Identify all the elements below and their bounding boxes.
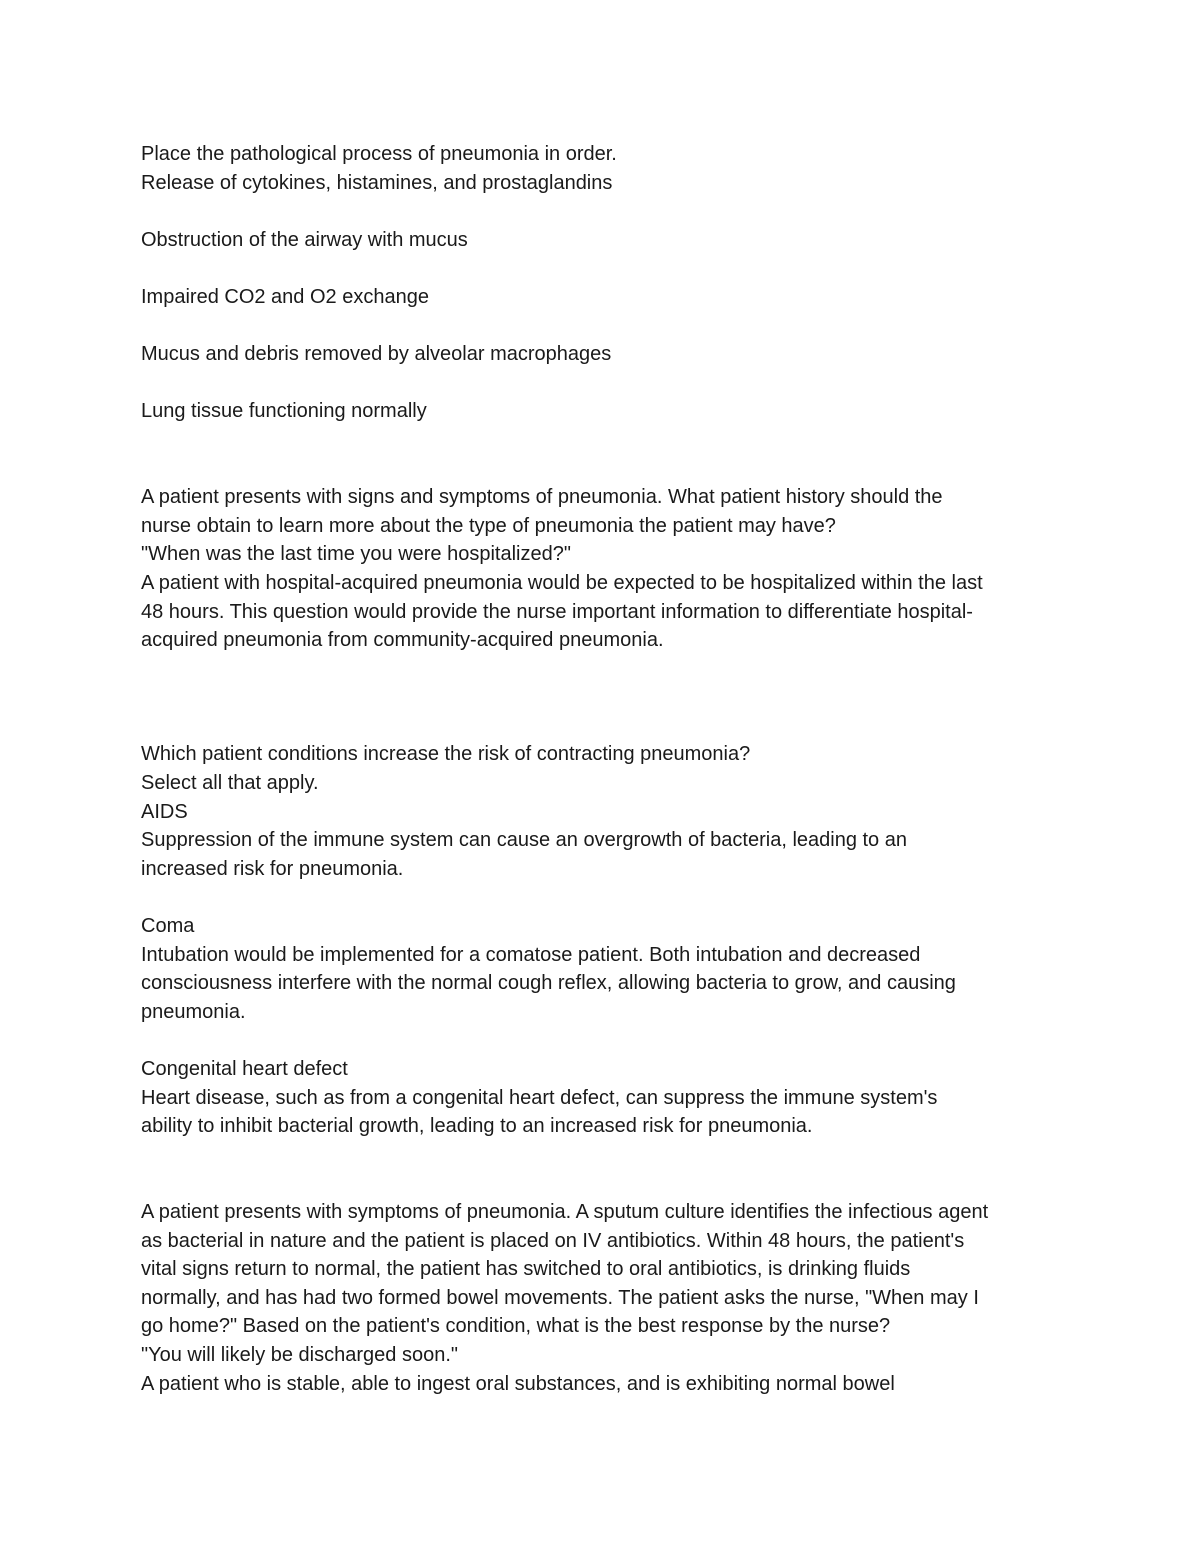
question-3-text-line-1: Which patient conditions increase the risk of contracting pneumonia? — [141, 743, 751, 766]
step-5: Lung tissue functioning normally — [141, 400, 427, 423]
answer-coma-rationale-line-3: pneumonia. — [141, 1000, 246, 1023]
question-2-answer: "When was the last time you were hospitalized?" — [141, 543, 571, 566]
question-4-rationale-line-1: A patient who is stable, able to ingest oral substances, and is exhibiting normal bowel — [141, 1372, 895, 1395]
question-4-text-line-5: go home?" Based on the patient's condition, what is the best response by the nurse? — [141, 1315, 891, 1338]
question-4-answer: "You will likely be discharged soon." — [141, 1343, 458, 1366]
step-4: Mucus and debris removed by alveolar macrophages — [141, 343, 612, 366]
answer-congenital-heart-defect-rationale-line-1: Heart disease, such as from a congenital heart defect, can suppress the immune system's — [141, 1086, 938, 1109]
question-2-rationale-line-2: 48 hours. This question would provide the nurse important information to differentiate hospital- — [141, 600, 973, 623]
step-2: Obstruction of the airway with mucus — [141, 228, 468, 251]
answer-aids-rationale-line-2: increased risk for pneumonia. — [141, 857, 404, 880]
answer-coma-rationale-line-2: consciousness interfere with the normal cough reflex, allowing bacteria to grow, and causing — [141, 972, 956, 995]
question-2 — [141, 483, 1071, 655]
question-2-text-line-2: nurse obtain to learn more about the type of pneumonia the patient may have? — [141, 514, 836, 537]
question-2-text-line-1: A patient presents with signs and symptoms of pneumonia. What patient history should the — [141, 486, 943, 509]
answer-aids-label: AIDS — [141, 800, 188, 823]
question-1 — [141, 140, 1071, 426]
answer-coma-rationale-line-1: Intubation would be implemented for a comatose patient. Both intubation and decreased — [141, 943, 921, 966]
answer-congenital-heart-defect-rationale-line-2: ability to inhibit bacterial growth, leading to an increased risk for pneumonia. — [141, 1115, 813, 1138]
step-3: Impaired CO2 and O2 exchange — [141, 285, 429, 308]
document-body — [141, 140, 1071, 1398]
question-3 — [141, 740, 1071, 1140]
question-1-text: Place the pathological process of pneumonia in order. — [141, 143, 617, 165]
answer-aids-rationale-line-1: Suppression of the immune system can cause an overgrowth of bacteria, leading to an — [141, 829, 907, 852]
question-2-rationale-line-3: acquired pneumonia from community-acquired pneumonia. — [141, 629, 664, 652]
question-4 — [141, 1198, 1071, 1398]
question-2-rationale-line-1: A patient with hospital-acquired pneumonia would be expected to be hospitalized within the last — [141, 571, 983, 594]
question-4-text-line-3: vital signs return to normal, the patient has switched to oral antibiotics, is drinking fluids — [141, 1258, 911, 1281]
step-1: Release of cytokines, histamines, and prostaglandins — [141, 171, 613, 194]
question-4-text-line-2: as bacterial in nature and the patient is placed on IV antibiotics. Within 48 hours, the patient's — [141, 1229, 965, 1252]
question-4-text-line-1: A patient presents with symptoms of pneumonia. A sputum culture identifies the infectious agent — [141, 1200, 989, 1223]
answer-congenital-heart-defect-label: Congenital heart defect — [141, 1058, 348, 1081]
question-4-text-line-4: normally, and has had two formed bowel movements. The patient asks the nurse, "When may I — [141, 1286, 979, 1309]
answer-coma-label: Coma — [141, 915, 195, 938]
question-3-text-line-2: Select all that apply. — [141, 772, 319, 795]
